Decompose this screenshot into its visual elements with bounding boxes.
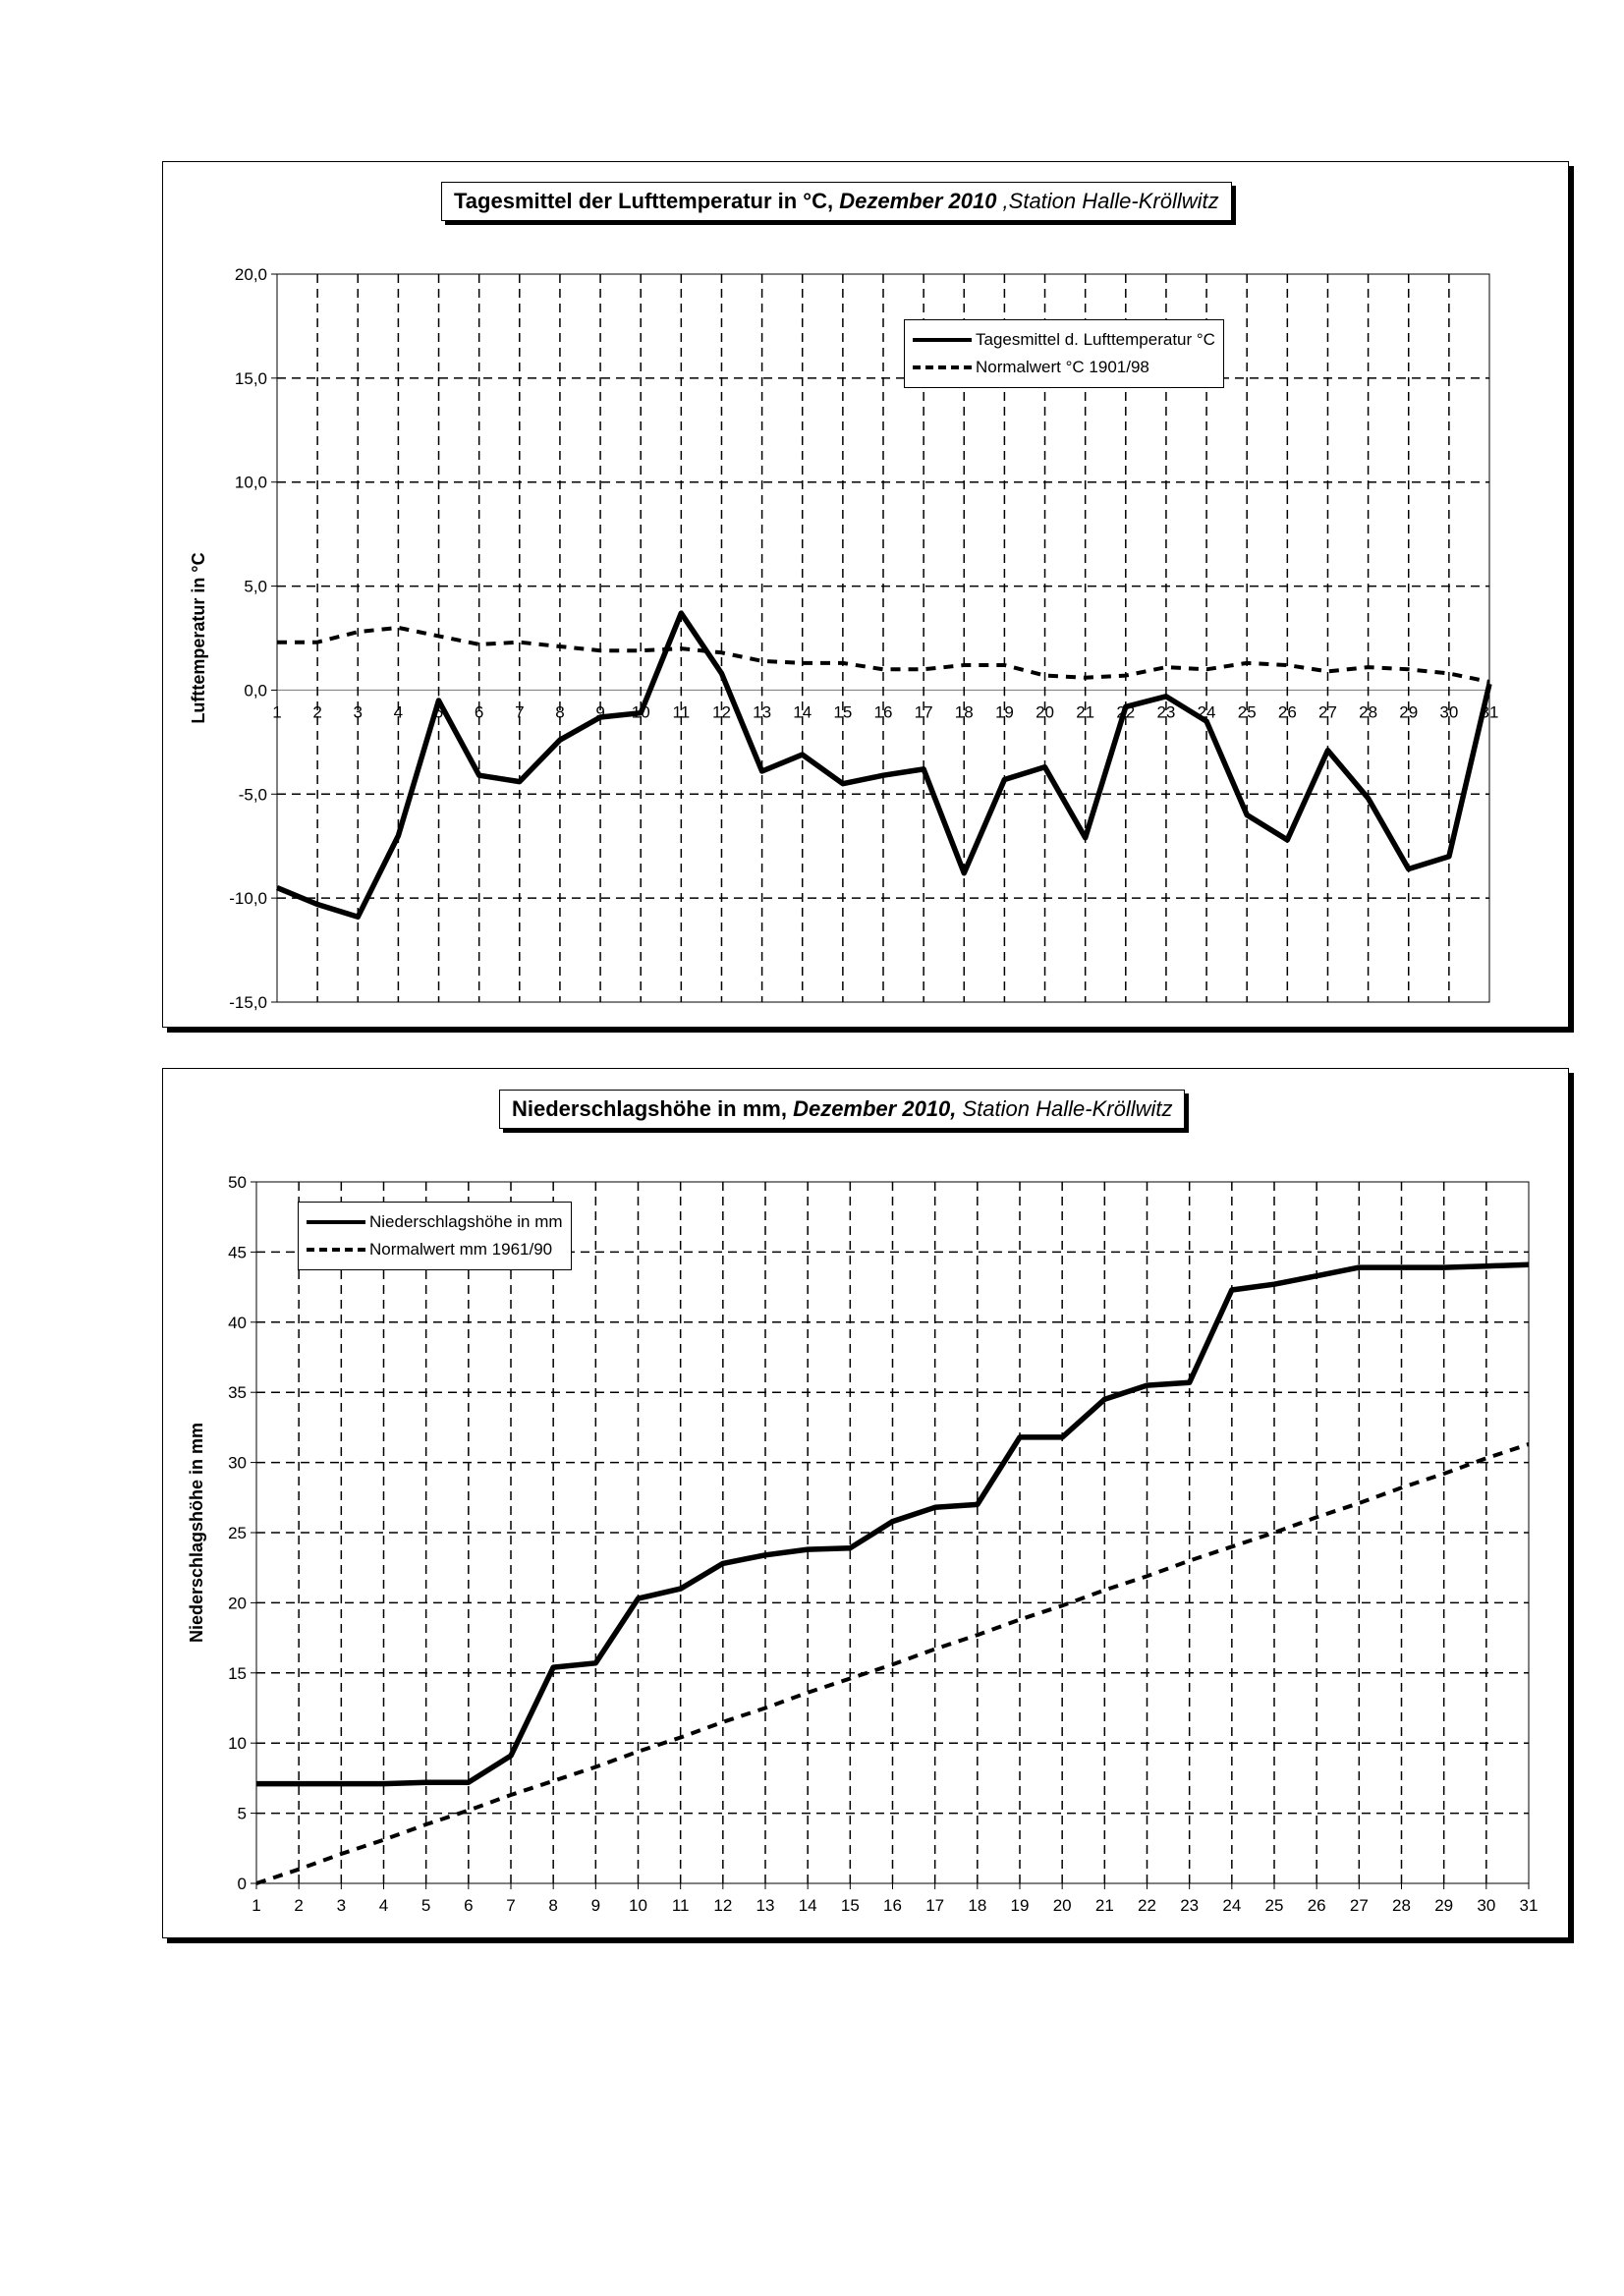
x-tick-label: 27 xyxy=(1318,702,1337,722)
precipitation-chart-legend xyxy=(298,1202,572,1270)
temperature-chart xyxy=(162,161,1569,1028)
y-tick-label: -10,0 xyxy=(229,889,267,909)
x-tick-label: 17 xyxy=(914,702,933,722)
precipitation-chart xyxy=(162,1068,1569,1938)
y-tick-label: 40 xyxy=(228,1313,247,1332)
x-tick-label: 4 xyxy=(378,1896,389,1915)
x-tick-label: 14 xyxy=(793,702,812,722)
x-tick-label: 31 xyxy=(1480,702,1499,722)
title-part-2: Dezember 2010 xyxy=(839,189,997,213)
x-tick-label: 10 xyxy=(629,1896,647,1915)
x-tick-label: 25 xyxy=(1237,702,1257,722)
temperature-chart-legend xyxy=(904,319,1224,388)
title-part-1: Tagesmittel der Lufttemperatur in °C, xyxy=(454,189,840,213)
precipitation-chart-title xyxy=(499,1090,1185,1129)
x-tick-label: 29 xyxy=(1434,1896,1454,1915)
x-tick-label: 8 xyxy=(555,702,565,722)
x-tick-label: 12 xyxy=(712,702,731,722)
legend-label: Niederschlagshöhe in mm xyxy=(369,1212,563,1231)
y-tick-label: -15,0 xyxy=(229,993,267,1012)
legend-entry xyxy=(307,1236,563,1263)
x-tick-label: 20 xyxy=(1036,702,1054,722)
legend-dashed-line-icon xyxy=(913,365,972,369)
x-tick-label: 20 xyxy=(1052,1896,1072,1915)
x-tick-label: 27 xyxy=(1349,1896,1369,1915)
y-tick-label: 50 xyxy=(228,1173,247,1192)
x-tick-label: 9 xyxy=(590,1896,601,1915)
x-tick-label: 13 xyxy=(756,1896,775,1915)
legend-label: Normalwert mm 1961/90 xyxy=(369,1240,553,1259)
x-tick-label: 16 xyxy=(873,702,893,722)
y-tick-label: 10 xyxy=(228,1734,247,1754)
x-tick-label: 21 xyxy=(1076,702,1095,722)
y-tick-label: 25 xyxy=(228,1524,247,1542)
y-tick-label: -5,0 xyxy=(238,785,267,805)
x-tick-label: 28 xyxy=(1392,1896,1411,1915)
y-tick-label: 5 xyxy=(237,1804,247,1823)
x-tick-label: 26 xyxy=(1277,702,1297,722)
x-tick-label: 2 xyxy=(312,702,322,722)
x-tick-label: 16 xyxy=(883,1896,902,1915)
legend-label: Normalwert °C 1901/98 xyxy=(976,358,1149,376)
y-axis-label: Niederschlagshöhe in mm xyxy=(187,1422,206,1644)
x-tick-label: 24 xyxy=(1222,1896,1242,1915)
x-tick-label: 4 xyxy=(393,702,404,722)
x-tick-label: 13 xyxy=(753,702,772,722)
x-tick-label: 21 xyxy=(1094,1896,1114,1915)
x-tick-label: 22 xyxy=(1138,1896,1156,1915)
x-tick-label: 9 xyxy=(595,702,605,722)
x-tick-label: 24 xyxy=(1197,702,1216,722)
x-tick-label: 17 xyxy=(925,1896,945,1915)
y-tick-label: 0,0 xyxy=(244,681,267,700)
x-tick-label: 3 xyxy=(353,702,364,722)
x-tick-label: 30 xyxy=(1439,702,1459,722)
legend-entry xyxy=(913,354,1215,381)
y-tick-label: 20 xyxy=(228,1594,247,1613)
x-tick-label: 30 xyxy=(1477,1896,1496,1915)
y-tick-label: 20,0 xyxy=(234,265,267,284)
x-tick-label: 6 xyxy=(464,1896,474,1915)
y-tick-label: 30 xyxy=(228,1453,247,1473)
x-tick-label: 14 xyxy=(798,1896,817,1915)
y-tick-label: 5,0 xyxy=(244,577,267,596)
temperature-chart-plot xyxy=(163,162,1568,1027)
x-tick-label: 23 xyxy=(1156,702,1176,722)
y-tick-label: 0 xyxy=(237,1875,247,1893)
x-tick-label: 19 xyxy=(1010,1896,1030,1915)
x-tick-label: 3 xyxy=(336,1896,347,1915)
legend-solid-line-icon xyxy=(307,1220,365,1224)
legend-label: Tagesmittel d. Lufttemperatur °C xyxy=(976,330,1215,349)
y-axis-label: Lufttemperatur in °C xyxy=(189,552,208,724)
x-tick-label: 15 xyxy=(833,702,853,722)
x-tick-label: 15 xyxy=(840,1896,860,1915)
x-tick-label: 5 xyxy=(420,1896,431,1915)
legend-entry xyxy=(913,326,1215,354)
x-tick-label: 8 xyxy=(548,1896,558,1915)
x-tick-label: 26 xyxy=(1307,1896,1326,1915)
x-tick-label: 11 xyxy=(672,702,691,722)
y-tick-label: 15,0 xyxy=(234,368,267,388)
x-tick-label: 18 xyxy=(954,702,974,722)
legend-solid-line-icon xyxy=(913,338,972,342)
x-tick-label: 1 xyxy=(272,702,282,722)
title-part-2: Dezember 2010, xyxy=(793,1096,957,1121)
legend-entry xyxy=(307,1208,563,1236)
y-tick-label: 45 xyxy=(228,1243,247,1262)
precipitation-chart-plot xyxy=(163,1069,1568,1937)
x-tick-label: 7 xyxy=(506,1896,516,1915)
x-tick-label: 10 xyxy=(631,702,650,722)
x-tick-label: 18 xyxy=(968,1896,987,1915)
x-tick-label: 28 xyxy=(1359,702,1378,722)
x-tick-label: 23 xyxy=(1180,1896,1200,1915)
x-tick-label: 1 xyxy=(252,1896,261,1915)
y-tick-label: 35 xyxy=(228,1383,247,1403)
title-part-3: ,Station Halle-Kröllwitz xyxy=(996,189,1219,213)
y-tick-label: 10,0 xyxy=(234,473,267,492)
temperature-chart-title xyxy=(441,182,1232,221)
x-tick-label: 2 xyxy=(294,1896,304,1915)
x-tick-label: 22 xyxy=(1116,702,1136,722)
title-part-1: Niederschlagshöhe in mm, xyxy=(512,1096,794,1121)
legend-dashed-line-icon xyxy=(307,1248,365,1252)
x-tick-label: 29 xyxy=(1399,702,1419,722)
x-tick-label: 25 xyxy=(1264,1896,1284,1915)
x-tick-label: 6 xyxy=(474,702,484,722)
x-tick-label: 5 xyxy=(433,702,444,722)
x-tick-label: 11 xyxy=(671,1896,690,1915)
y-tick-label: 15 xyxy=(228,1663,247,1683)
x-tick-label: 19 xyxy=(994,702,1014,722)
x-tick-label: 31 xyxy=(1519,1896,1539,1915)
x-tick-label: 7 xyxy=(515,702,525,722)
title-part-3: Station Halle-Kröllwitz xyxy=(956,1096,1173,1121)
x-tick-label: 12 xyxy=(713,1896,733,1915)
